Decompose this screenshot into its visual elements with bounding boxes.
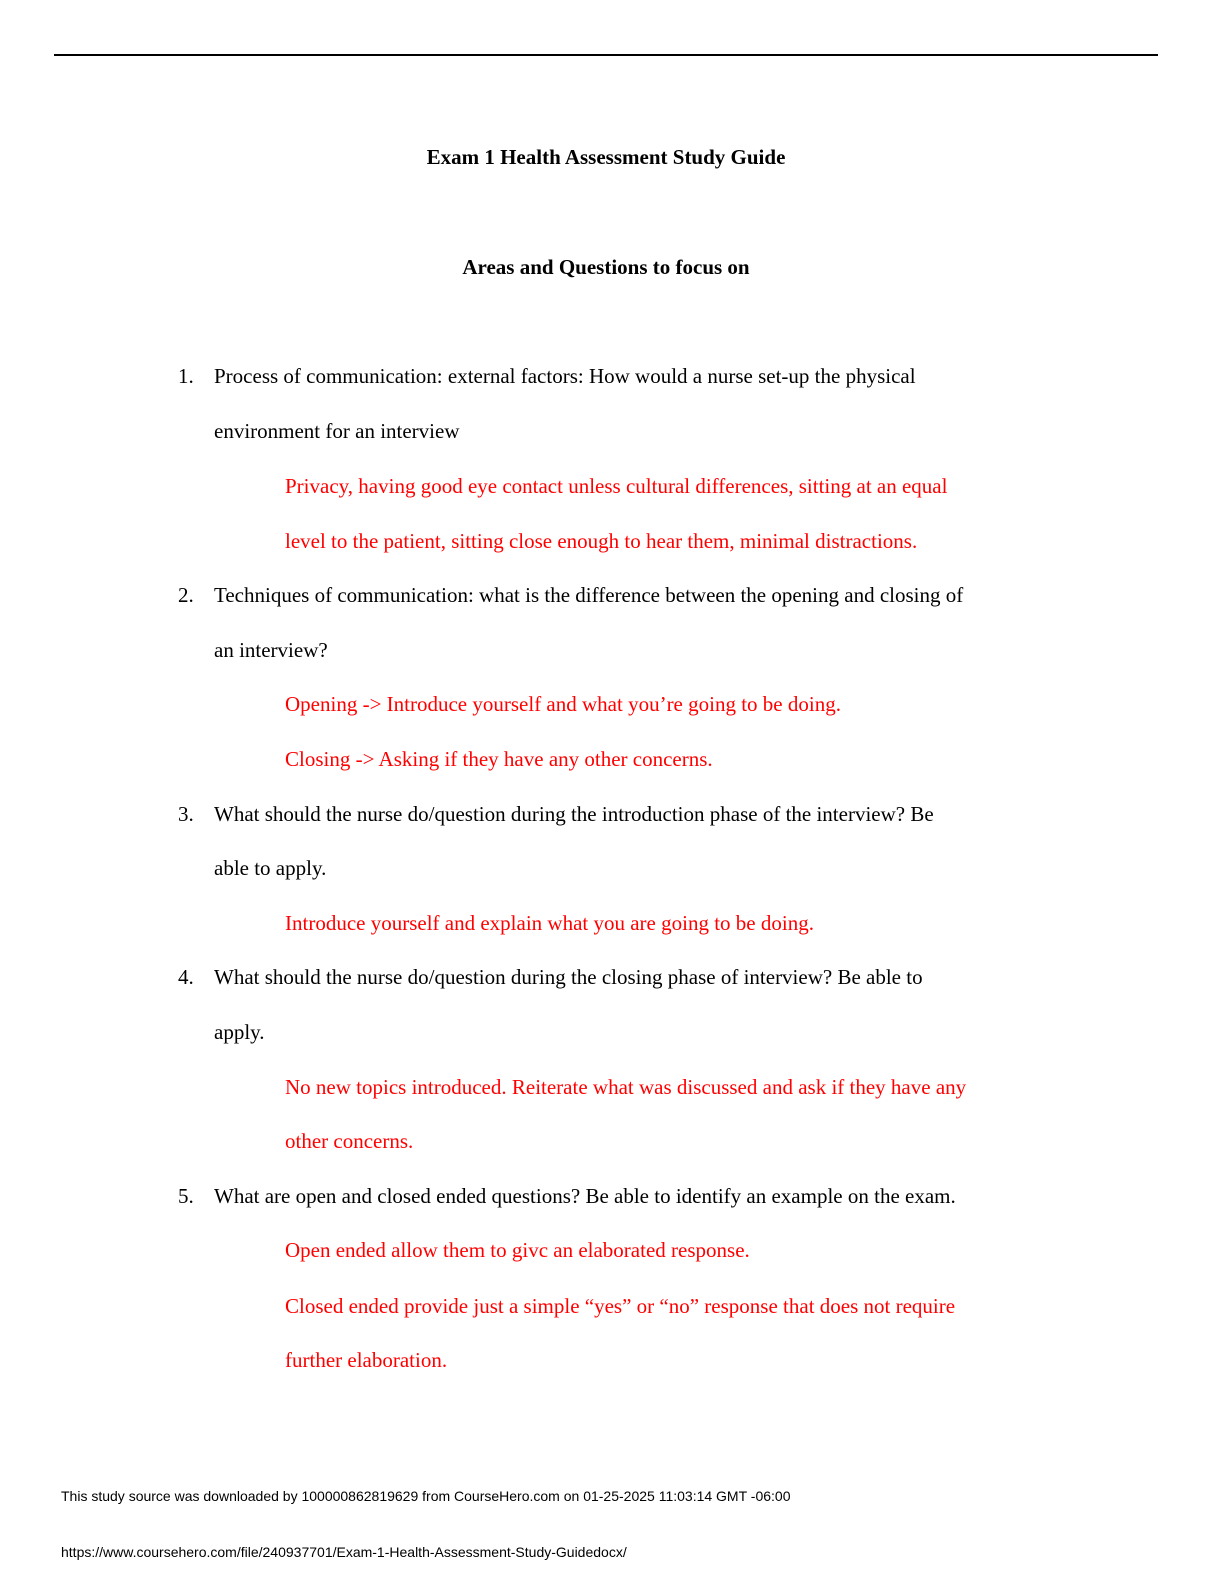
document-subtitle: Areas and Questions to focus on	[462, 255, 750, 279]
question-text: environment for an interview	[214, 419, 460, 443]
question-text: able to apply.	[214, 856, 327, 880]
question-text: Techniques of communication: what is the difference between the opening and closing of	[214, 583, 964, 607]
answer-text: other concerns.	[285, 1129, 414, 1153]
question-number: 3.	[178, 802, 194, 826]
source-url-link[interactable]: https://www.coursehero.com/file/240937701/Exam-1-Health-Assessment-Study-Guidedocx/	[61, 1544, 627, 1560]
answer-text: Introduce yourself and explain what you are going to be doing.	[285, 911, 814, 935]
document-title: Exam 1 Health Assessment Study Guide	[426, 145, 786, 169]
answer-text: further elaboration.	[285, 1348, 448, 1372]
download-notice: This study source was downloaded by 100000862819629 from CourseHero.com on 01-25-2025 11:03:14 GMT -06:00	[61, 1488, 791, 1504]
question-text: What should the nurse do/question during the closing phase of interview? Be able to	[214, 965, 923, 989]
answer-text: Closed ended provide just a simple “yes” or “no” response that does not require	[285, 1294, 956, 1318]
answer-text: level to the patient, sitting close enough to hear them, minimal distractions.	[285, 529, 918, 553]
question-number: 1.	[178, 364, 194, 388]
top-rule	[54, 54, 1158, 56]
answer-text: Privacy, having good eye contact unless cultural differences, sitting at an equal	[285, 474, 948, 498]
answer-text: No new topics introduced. Reiterate what was discussed and ask if they have any	[285, 1075, 967, 1099]
question-text: apply.	[214, 1020, 265, 1044]
answer-text: Closing -> Asking if they have any other concerns.	[285, 747, 713, 771]
question-number: 4.	[178, 965, 194, 989]
question-text: What are open and closed ended questions? Be able to identify an example on the exam.	[214, 1184, 956, 1208]
question-number: 5.	[178, 1184, 194, 1208]
question-number: 2.	[178, 583, 194, 607]
question-text: What should the nurse do/question during the introduction phase of the interview? Be	[214, 802, 934, 826]
question-text: Process of communication: external factors: How would a nurse set-up the physical	[214, 364, 916, 388]
question-text: an interview?	[214, 638, 328, 662]
answer-text: Opening -> Introduce yourself and what you’re going to be doing.	[285, 692, 841, 716]
answer-text: Open ended allow them to givc an elaborated response.	[285, 1238, 750, 1262]
